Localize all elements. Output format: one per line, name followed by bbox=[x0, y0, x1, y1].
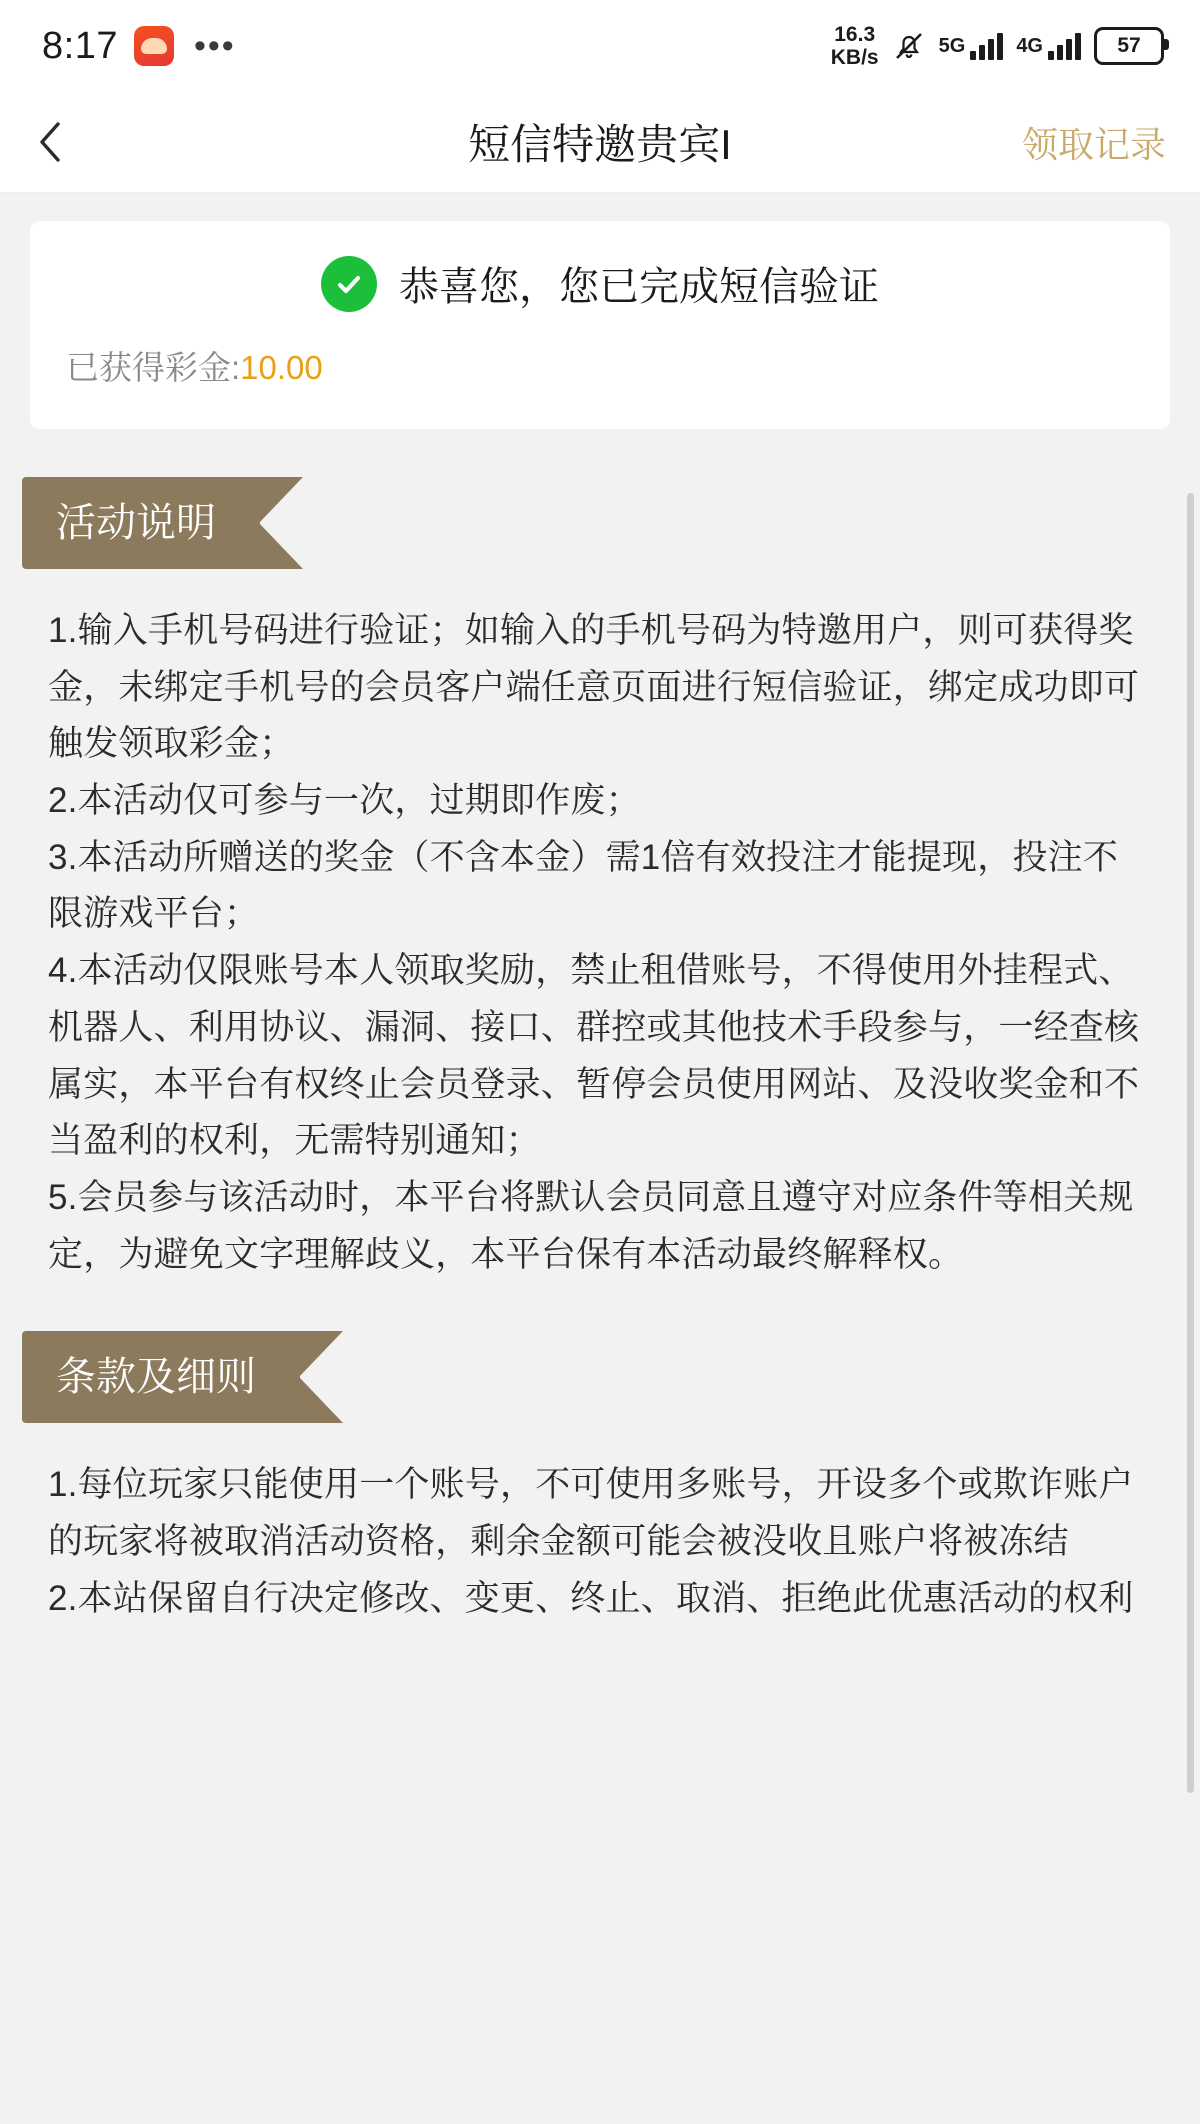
more-dots-icon: ••• bbox=[193, 27, 236, 65]
section-line: 2.本站保留自行决定修改、变更、终止、取消、拒绝此优惠活动的权利 bbox=[48, 1578, 1134, 1618]
network-type-1: 5G bbox=[938, 34, 966, 57]
page-content bbox=[0, 193, 1200, 2124]
section-line: 1.每位玩家只能使用一个账号，不可使用多账号，开设多个或欺诈账户的玩家将被取消活动资格，剩余金额可能会被没收且账户将被冻结 bbox=[48, 1465, 1134, 1561]
section-heading-terms-label: 条款及细则 bbox=[22, 1331, 300, 1423]
network-speed-value: 16.3 bbox=[834, 23, 876, 46]
bonus-amount-row bbox=[66, 342, 1134, 389]
bonus-amount-value: 10.00 bbox=[240, 349, 323, 386]
network-type-2: 4G bbox=[1016, 34, 1043, 57]
status-bar bbox=[0, 0, 1200, 92]
section-heading-activity-label: 活动说明 bbox=[22, 477, 260, 569]
signal-bars-1 bbox=[970, 32, 1003, 60]
section-line: 1.输入手机号码进行验证；如输入的手机号码为特邀用户，则可获得奖金，未绑定手机号的会员客户端任意页面进行短信验证，绑定成功即可触发领取彩金； bbox=[48, 611, 1140, 764]
verification-result-card bbox=[30, 221, 1170, 429]
network-speed bbox=[831, 23, 879, 69]
battery-icon bbox=[1094, 27, 1164, 65]
signal-bars-2 bbox=[1048, 32, 1081, 60]
page-title: 短信特邀贵宾I bbox=[468, 121, 732, 168]
status-bar-left bbox=[42, 25, 236, 68]
section-body-activity bbox=[48, 603, 1152, 1283]
network-speed-unit: KB/s bbox=[830, 46, 879, 69]
status-bar-right bbox=[831, 23, 1164, 69]
check-circle-icon bbox=[321, 256, 377, 312]
section-line: 5.会员参与该活动时，本平台将默认会员同意且遵守对应条件等相关规定，为避免文字理解歧义，本平台保有本活动最终解释权。 bbox=[48, 1177, 1134, 1274]
bell-muted-icon bbox=[892, 29, 926, 63]
section-line: 3.本活动所赠送的奖金（不含本金）需1倍有效投注才能提现，投注不限游戏平台； bbox=[48, 837, 1119, 934]
section-line: 4.本活动仅限账号本人领取奖励，禁止租借账号，不得使用外挂程式、机器人、利用协议、漏洞、接口、群控或其他技术手段参与，一经查核属实，本平台有权终止会员登录、暂停会员使用网站、及没收奖金和不当盈利的权利，无需特别通知； bbox=[48, 951, 1140, 1161]
section-line: 2.本活动仅可参与一次，过期即作废； bbox=[48, 781, 641, 821]
status-time: 8:17 bbox=[42, 24, 118, 67]
signal-4g bbox=[1016, 32, 1081, 60]
back-button[interactable] bbox=[0, 92, 90, 192]
chevron-left-icon bbox=[37, 120, 63, 164]
claim-records-link[interactable]: 领取记录 bbox=[1021, 123, 1166, 165]
battery-level: 57 bbox=[1117, 34, 1141, 57]
section-body-terms bbox=[48, 1457, 1152, 1627]
scrollbar[interactable] bbox=[1187, 493, 1194, 1793]
verification-result-title: 恭喜您，您已完成短信验证 bbox=[399, 265, 879, 309]
signal-5g bbox=[939, 32, 1004, 60]
bonus-amount-label: 已获得彩金: bbox=[66, 349, 241, 386]
section-heading-terms bbox=[22, 1331, 300, 1423]
nav-bar bbox=[0, 92, 1200, 193]
app-icon bbox=[134, 26, 174, 66]
verification-result-header bbox=[66, 255, 1134, 312]
section-heading-activity bbox=[22, 477, 260, 569]
